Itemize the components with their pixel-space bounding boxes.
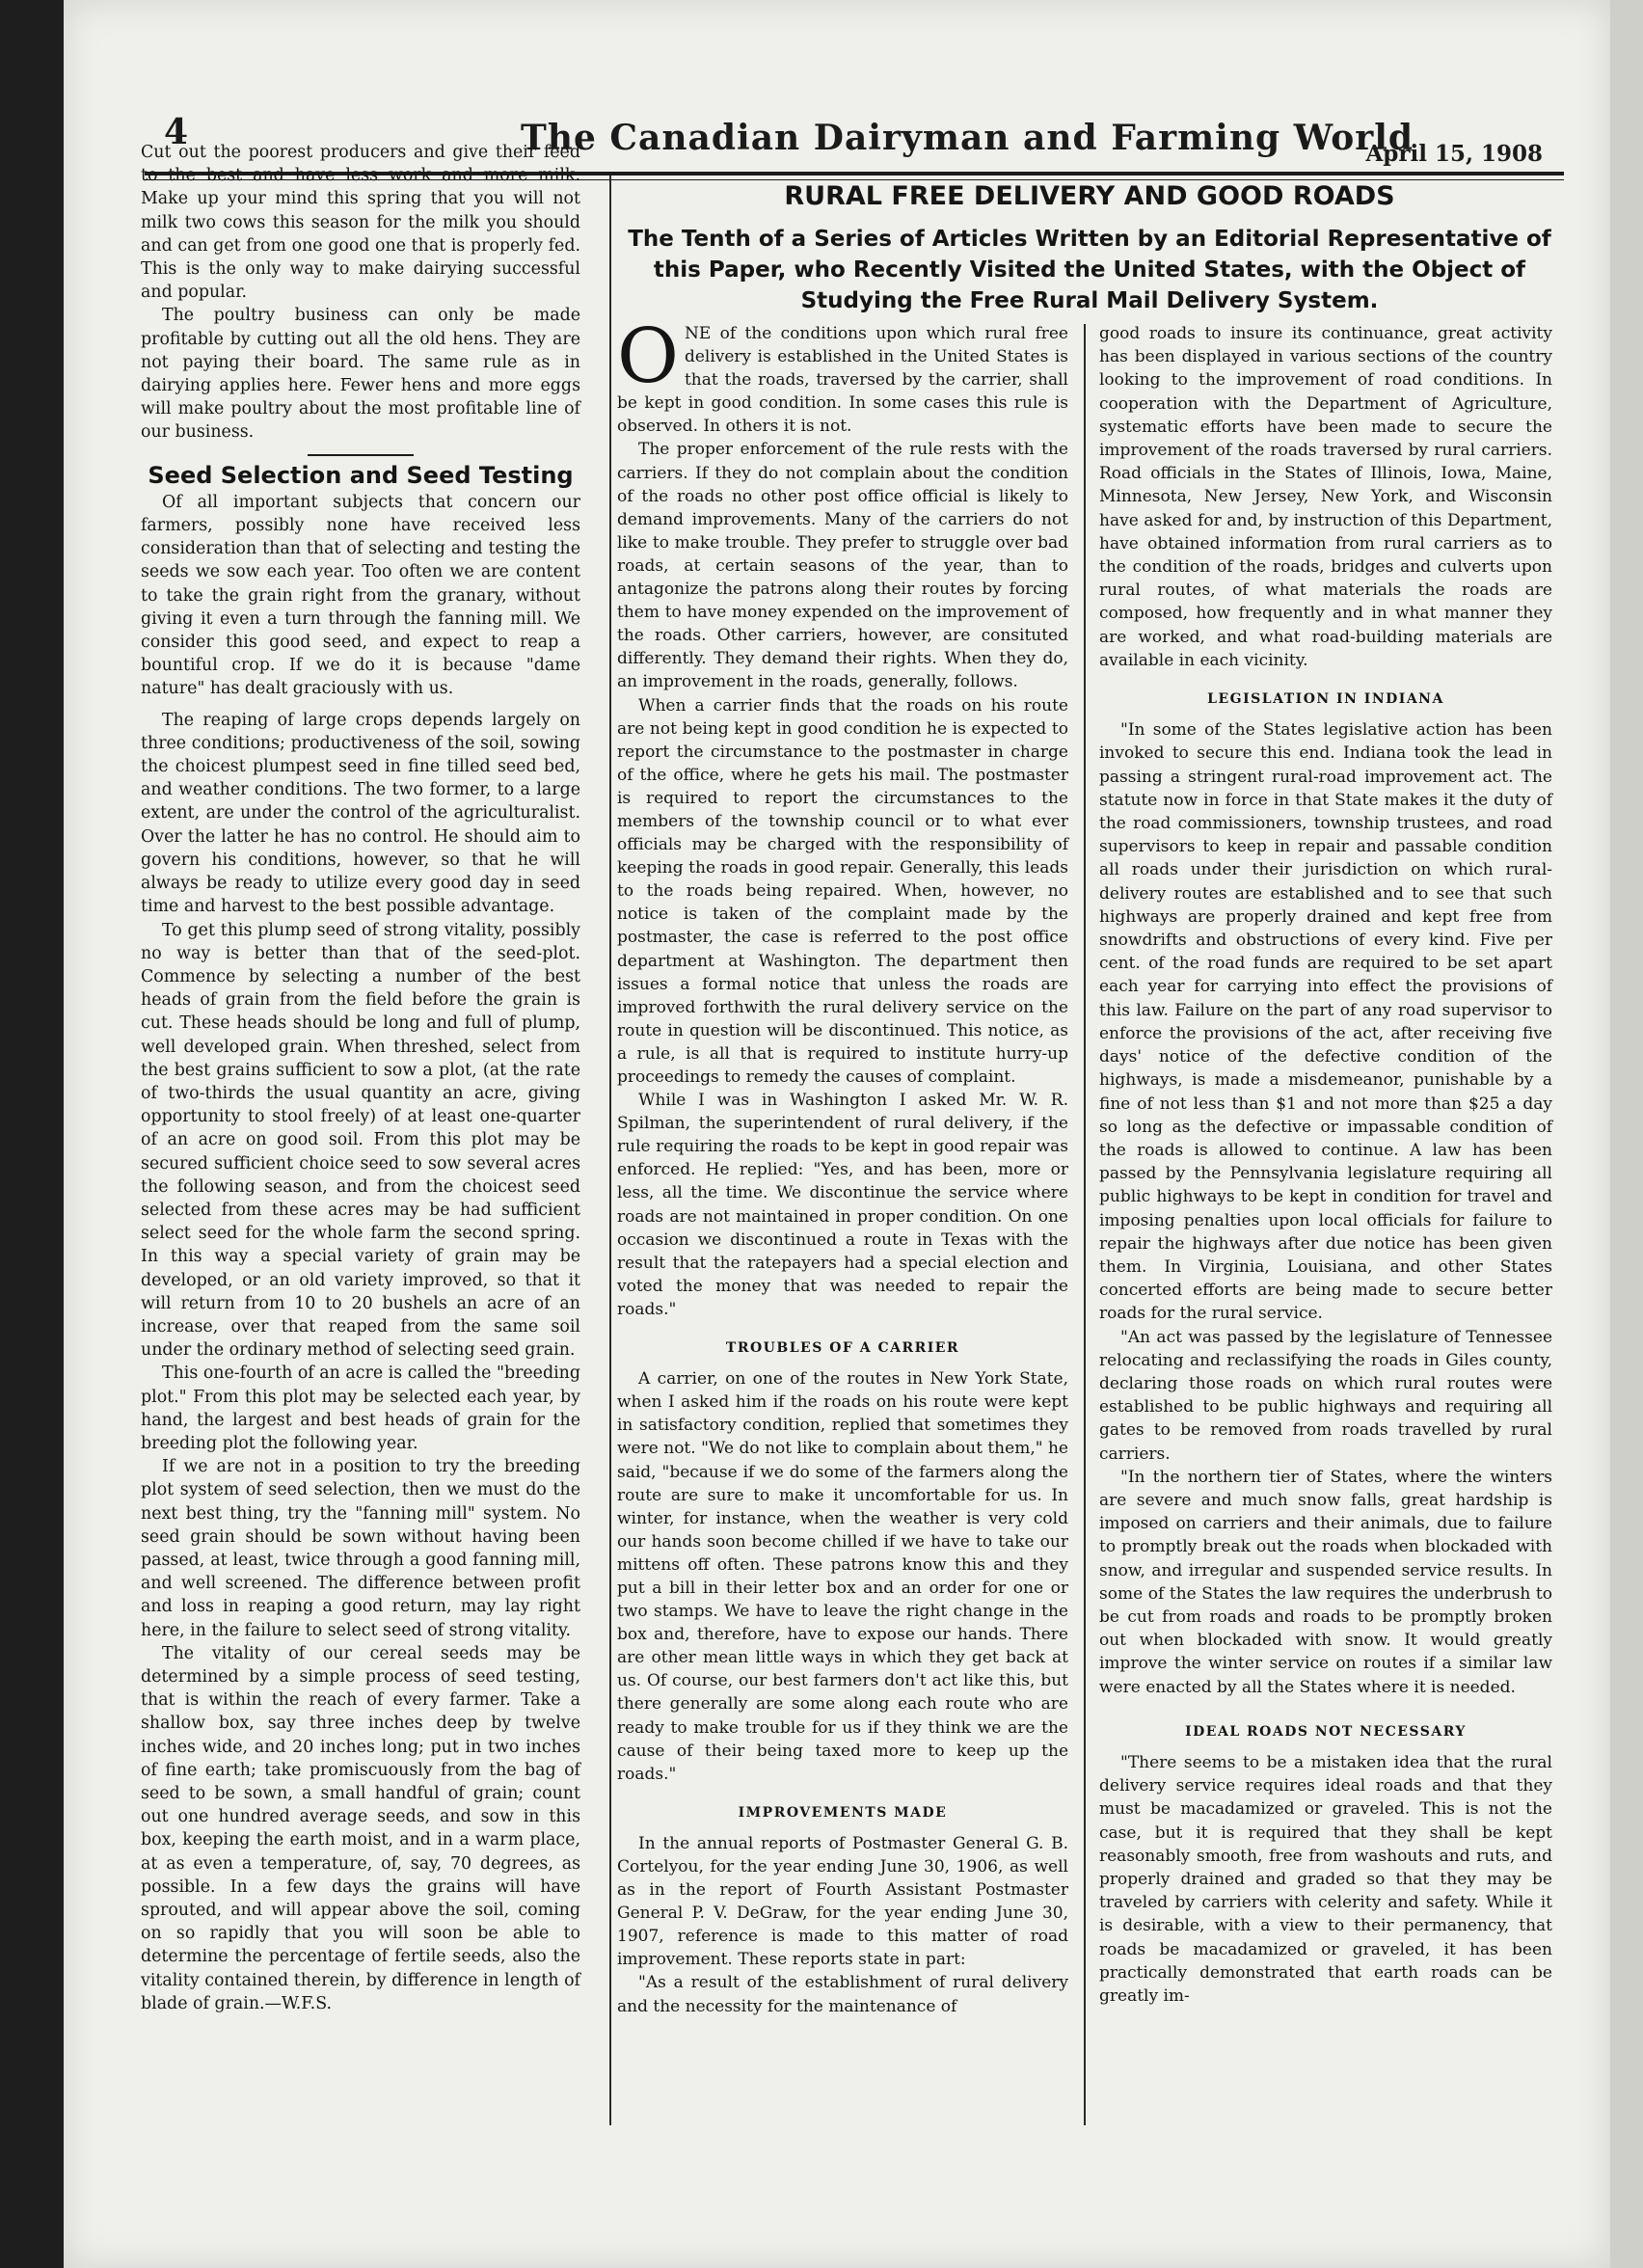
middle-column xyxy=(617,313,1068,2018)
right-column xyxy=(1099,322,1552,2008)
troubles-paragraph: A carrier, on one of the routes in New York State, when I asked him if the roads on his route were kept in satisfactory condition, replied that sometimes they were not. "We do not like to complain about them," he said, "because if we do some of the farmers along the route are sure to make it uncomfortable for us. In winter, for instance, when the weather is very cold our hands soon become chilled if we have to take our mittens off often. These patrons know this and they put a bill in their letter box and an order for one or two stamps. We have to leave the right change in the box and, therefore, have to expose our hands. There are other mean little ways in which they get back at us. Of course, our best farmers don't act like this, but there generally are some along each route who are ready to make trouble for us if they think we are the cause of their being taxed more to keep up the roads." xyxy=(617,1369,1068,1784)
article-first-paragraph xyxy=(617,313,1068,438)
continuation-paragraph: good roads to insure its continuance, great activity has been displayed in various sections of the country looking to the improvement of road conditions. In cooperation with the Department of Agriculture, systematic efforts have been made to secure the improvement of the roads traversed by rural carriers. Road officials in the States of Illinois, Iowa, Maine, Minnesota, New Jersey, New York, and Wisconsin have asked for and, by instruction of this Department, have obtained information from rural carriers as to the condition of the roads, bridges and culverts upon rural routes, of what materials the roads are composed, how frequently and in what manner they are worked, and what road-building materials are available in each vicinity. xyxy=(1099,324,1552,670)
article-title: RURAL FREE DELIVERY AND GOOD ROADS xyxy=(784,181,1395,211)
section-heading-seed-selection: Seed Selection and Seed Testing xyxy=(148,461,574,489)
article-paragraph-3: When a carrier finds that the roads on his route are not being kept in good condition he is expected to report the circumstance to the postmaster in charge of the office, where he gets his mail. The postmaster is required to report the circumstances to the members of the township council or to what ever officials may be charged with the responsibility of keeping the roads in good repair. Generally, this leads to the roads being repaired. When, however, no notice is taken of the complaint made by the postmaster, the case is referred to the post office department at Washington. The department then issues a formal notice that unless the roads are improved forthwith the rural delivery service on the route in question will be discontinued. This notice, as a rule, is all that is required to institute hurry-up proceedings to remedy the causes of complaint. xyxy=(617,695,1068,1087)
section-rule xyxy=(308,454,414,456)
legislation-paragraph-2: "An act was passed by the legislature of Tennessee relocating and reclassifying the roads in Giles county, declaring those roads on which rural routes were established to be public highways and requiring all gates to be removed from roads travelled by rural carriers. xyxy=(1099,1327,1552,1464)
intro-paragraph-2: The poultry business can only be made profitable by cutting out all the old hens. They are not paying their board. The same rule as in dairying applies here. Fewer hens and more eggs will make poultry about the most profitable line of our business. xyxy=(141,306,580,443)
seed-paragraph-4: This one-fourth of an acre is called the "breeding plot." From this plot may be selected each year, by hand, the largest and best heads of grain for the breeding plot the following year. xyxy=(141,1364,580,1453)
article-deck: The Tenth of a Series of Articles Written by an Editorial Representative of this Paper, who Recently Visited the United States, with the Object of Studying the Free Rural Mail Delivery System. xyxy=(628,227,1551,313)
issue-date: April 15, 1908 xyxy=(1365,141,1543,167)
left-column xyxy=(141,141,580,2015)
article-first-paragraph-text: NE of the conditions upon which rural free delivery is established in the United States is that the roads, traversed by the carrier, shall be kept in good condition. In some cases this rule is observed. In others it is not. xyxy=(617,324,1068,437)
subheading-ideal-roads: IDEAL ROADS NOT NECESSARY xyxy=(1185,1723,1467,1740)
ideal-roads-paragraph: "There seems to be a mistaken idea that the rural delivery service requires ideal roads and that they must be macadamized or graveled. This is not the case, but it is required that they shall be kept reasonably smooth, free from washouts and ruts, and properly drained and graded so that they may be traveled by carriers with celerity and safety. While it is desirable, with a view to their permanency, that roads be macadamized or graveled, it has been practically demonstrated that earth roads can be greatly im- xyxy=(1099,1752,1552,2007)
subheading-improvements: IMPROVEMENTS MADE xyxy=(738,1804,948,1821)
drop-cap: O xyxy=(617,313,679,400)
legislation-paragraph-3: "In the northern tier of States, where the winters are severe and much snow falls, great hardship is imposed on carriers and their animals, due to failure to promptly break out the roads when blockaded with snow, and irregular and suspended service results. In some of the States the law requires the underbrush to be cut from roads and roads to be promptly broken out when blockaded with snow. It would greatly improve the winter service on routes if a similar law were enacted by all the States where it is needed. xyxy=(1099,1467,1552,1697)
column-divider-right xyxy=(1084,324,1086,2125)
seed-paragraph-2: The reaping of large crops depends largely on three conditions; productiveness of the soil, sowing the choicest plumpest seed in fine tilled seed bed, and weather conditions. The two former, to a large extent, are under the control of the agriculturalist. Over the latter he has no control. He should aim to govern his conditions, however, so that he will always be ready to utilize every good day in seed time and harvest to the best possible advantage. xyxy=(141,710,580,917)
scan-margin xyxy=(1610,0,1643,2268)
article-paragraph-4: While I was in Washington I asked Mr. W. R. Spilman, the superintendent of rural delivery, if the rule requiring the roads to be kept in good repair was enforced. He replied: "Yes, and has been, more or less, all the time. We discontinue the service where roads are not maintained in proper condition. On one occasion we discontinued a route in Texas with the result that the ratepayers had a special election and voted the money that was needed to repair the roads." xyxy=(617,1091,1068,1319)
page-number: 4 xyxy=(164,112,189,152)
intro-paragraph-1: Cut out the poorest producers and give their feed to the best and have less work and more milk. Make up your mind this spring that you will not milk two cows this season for the milk you should and can get from one good one that is properly fed. This is the only way to make dairying successful and popular. xyxy=(141,143,580,303)
legislation-paragraph-1: "In some of the States legislative action has been invoked to secure this end. Indiana took the lead in passing a stringent rural-road improvement act. The statute now in force in that State makes it the duty of the road commissioners, township trustees, and road supervisors to keep in repair and passable condition all roads under their jurisdiction on which rural-delivery routes are established and to see that such highways are properly drained and kept free from snowdrifts and obstructions of every kind. Five per cent. of the road funds are required to be set apart each year for carrying into effect the provisions of this law. Failure on the part of any road supervisor to enforce the provisions of the act, after receiving five days' notice of the defective condition of the highways, is made a misdemeanor, punishable by a fine of not less than $1 and not more than $25 a day so long as the defective or impassable condition of the roads is allowed to continue. A law has been passed by the Pennsylvania legislature requiring all public highways to be kept in condition for travel and imposing penalties upon local officials for failure to repair the highways after due notice has been given them. In Virginia, Louisiana, and other States concerted efforts are being made to secure better roads for the rural service. xyxy=(1099,720,1552,1324)
improvements-paragraph-2: "As a result of the establishment of rural delivery and the necessity for the maintenance of xyxy=(617,1973,1068,2016)
subheading-troubles: TROUBLES OF A CARRIER xyxy=(725,1340,960,1357)
subheading-legislation: LEGISLATION IN INDIANA xyxy=(1207,691,1444,708)
seed-paragraph-5: If we are not in a position to try the breeding plot system of seed selection, then we must do the next best thing, try the "fanning mill" system. No seed grain should be sown without having been passed, at least, twice through a good fanning mill, and well screened. The difference between profit and loss in reaping a good return, may lay right here, in the failure to select seed of strong vitality. xyxy=(141,1457,580,1640)
article-paragraph-2: The proper enforcement of the rule rests with the carriers. If they do not complain about the condition of the roads no other post office official is likely to demand improvements. Many of the carriers do not like to make trouble. They prefer to struggle over bad roads, at certain seasons of the year, than to antagonize the patrons along their routes by forcing them to have money expended on the improvement of the roads. Other carriers, however, are consituted differently. They demand their rights. When they do, an improvement in the roads, generally, follows. xyxy=(617,440,1068,692)
seed-paragraph-3: To get this plump seed of strong vitality, possibly no way is better than that of the seed-plot. Commence by selecting a number of the best heads of grain from the field before the grain is cut. These heads should be long and full of plump, well developed grain. When threshed, select from the best grains sufficient to sow a plot, (at the rate of two-thirds the usual quantity an acre, giving opportunity to stool freely) of at least one-quarter of an acre on good soil. From this plot may be secured sufficient choice seed to sow several acres the following season, and from the choicest seed selected from these acres may be had sufficient select seed for the whole farm the second spring. In this way a special variety of grain may be developed, or an old variety improved, so that it will return from 10 to 20 bushels an acre of an increase, over that reaped from the same soil under the ordinary method of selecting seed grain. xyxy=(141,920,580,1361)
journal-title: The Canadian Dairyman and Farming World xyxy=(521,118,1414,158)
column-divider-left xyxy=(609,176,611,2125)
seed-paragraph-1: Of all important subjects that concern our farmers, possibly none have received less consideration than that of selecting and testing the seeds we sow each year. Too often we are content to take the grain right from the granary, without giving it even a turn through the fanning mill. We consider this good seed, and expect to reap a bountiful crop. If we do it is because "dame nature" has dealt graciously with us. xyxy=(141,492,580,699)
seed-paragraph-6: The vitality of our cereal seeds may be determined by a simple process of seed testing, that is within the reach of every farmer. Take a shallow box, say three inches deep by twelve inches wide, and 20 inches long; put in two inches of fine earth; take promiscuously from the bag of seed to be sown, a small handful of grain; count out one hundred average seeds, and sow in this box, keeping the earth moist, and in a warm place, at as even a temperature, of, say, 70 degrees, as possible. In a few days the grains will have sprouted, and will appear above the soil, coming on so rapidly that you will soon be able to determine the percentage of fertile seeds, also the vitality contained therein, by difference in length of blade of grain.—W.F.S. xyxy=(141,1643,580,2013)
improvements-paragraph-1: In the annual reports of Postmaster General G. B. Cortelyou, for the year ending June 30, 1906, as well as in the report of Fourth Assistant Postmaster General P. V. DeGraw, for the year ending June 30, 1907, reference is made to this matter of road improvement. These reports state in part: xyxy=(617,1833,1068,1970)
